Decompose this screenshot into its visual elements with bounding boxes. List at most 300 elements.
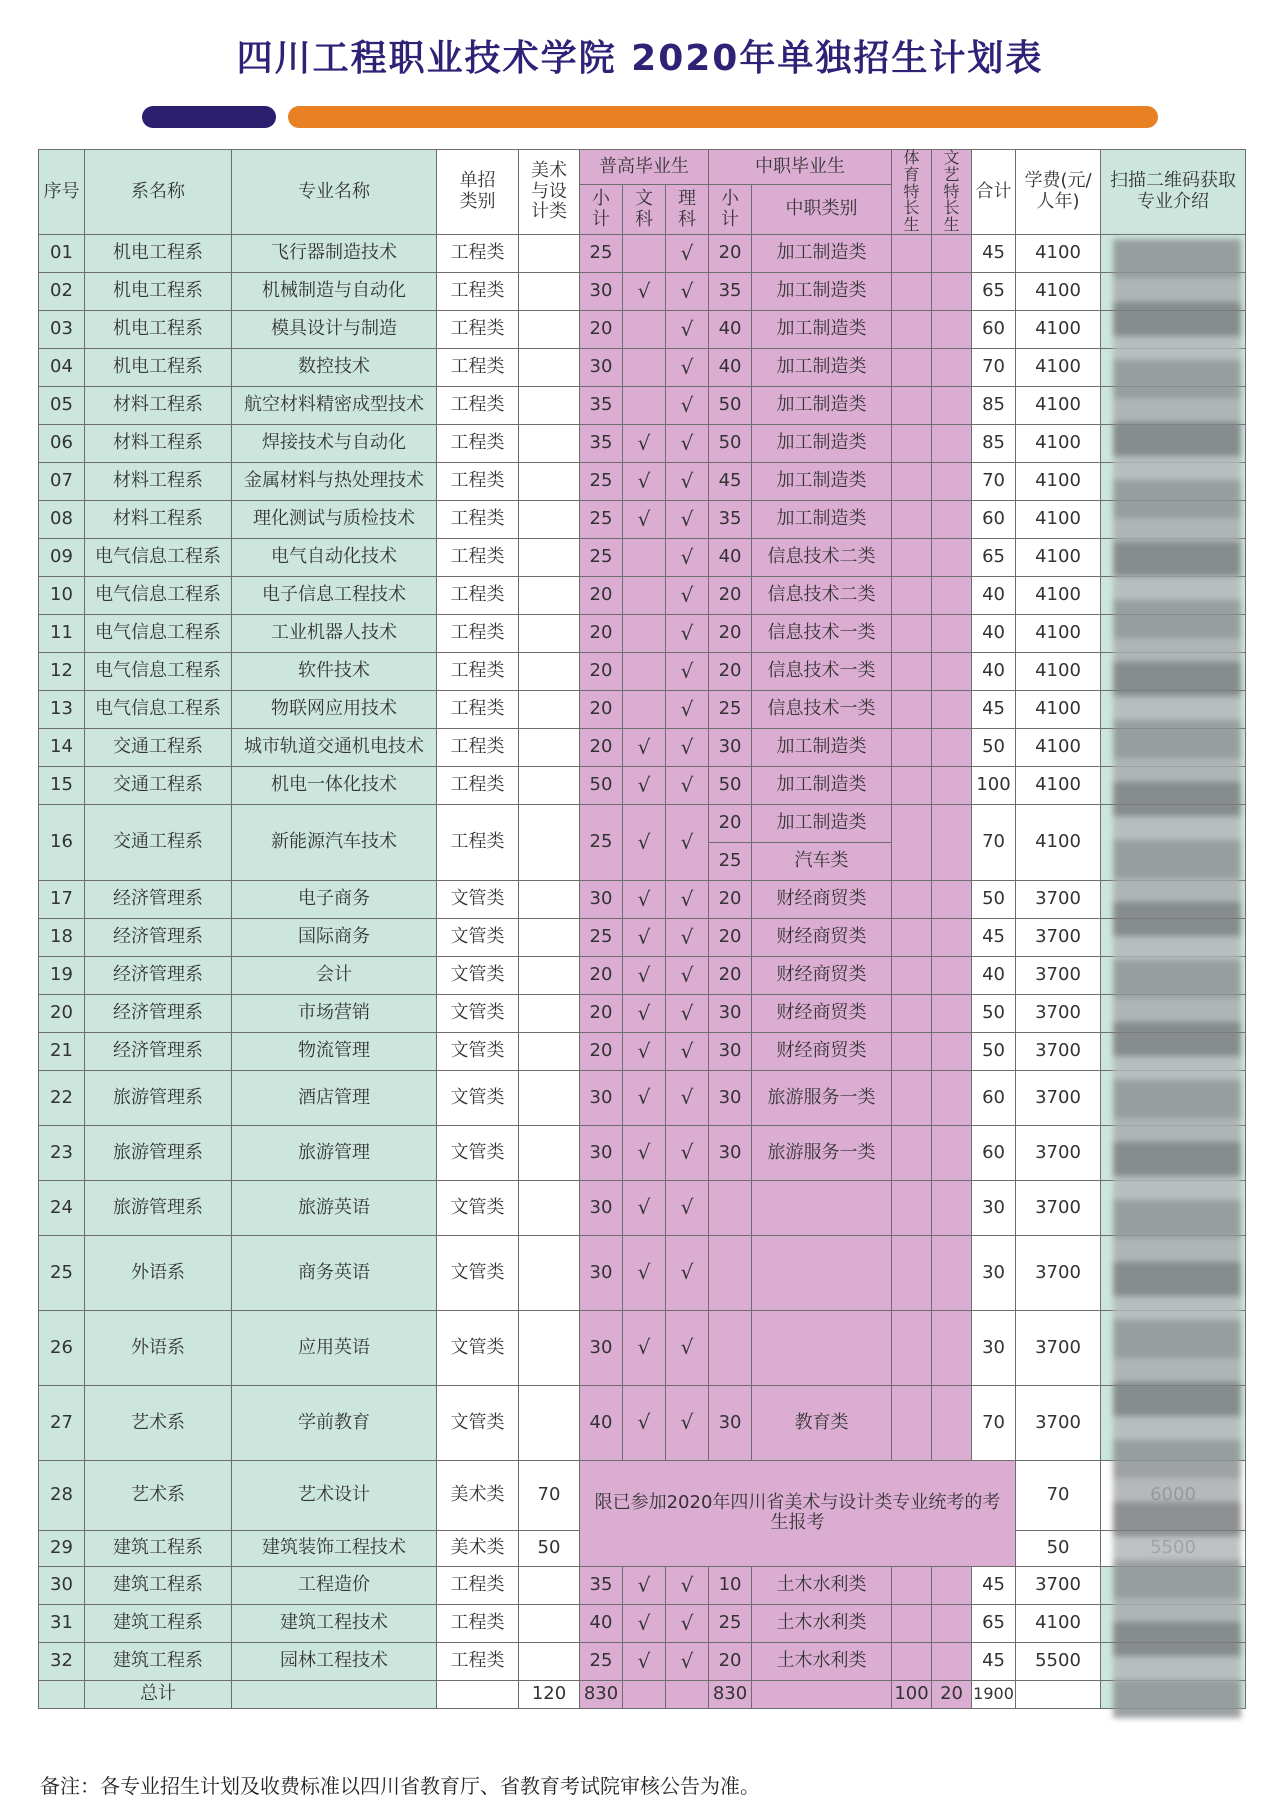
row-hs-science: √ (666, 766, 709, 804)
row-total: 70 (972, 804, 1016, 880)
row-vs-category (752, 1310, 892, 1385)
row-major: 城市轨道交通机电技术 (232, 728, 437, 766)
row-hs-subtotal: 20 (580, 1032, 623, 1070)
row-vs-subtotal: 30 (709, 1125, 752, 1180)
row-hs-liberal (623, 576, 666, 614)
row-sport (892, 956, 932, 994)
row-hs-subtotal: 35 (580, 1566, 623, 1604)
row-hs-liberal: √ (623, 728, 666, 766)
row-sport (892, 386, 932, 424)
row-number: 31 (39, 1604, 85, 1642)
table-row (39, 1310, 1246, 1385)
row-vs-subtotal: 50 (709, 424, 752, 462)
row-vs-category: 信息技术一类 (752, 652, 892, 690)
row-vs-category: 加工制造类 (752, 424, 892, 462)
row-hs-science: √ (666, 576, 709, 614)
row-vs-subtotal: 20 (709, 652, 752, 690)
row-hs-liberal: √ (623, 880, 666, 918)
row-total: 45 (972, 1566, 1016, 1604)
row-vs-category: 财经商贸类 (752, 880, 892, 918)
row-total: 100 (972, 766, 1016, 804)
row-hs-subtotal: 50 (580, 766, 623, 804)
row-dept: 交通工程系 (85, 766, 232, 804)
table-row (39, 690, 1246, 728)
row-dept: 机电工程系 (85, 310, 232, 348)
row-arts (932, 462, 972, 500)
row-hs-subtotal: 30 (580, 1235, 623, 1310)
row-arts (932, 1032, 972, 1070)
row-hs-liberal (623, 310, 666, 348)
row-total: 70 (972, 1385, 1016, 1460)
row-vs-category: 加工制造类 (752, 804, 892, 842)
row-vs-category: 财经商贸类 (752, 994, 892, 1032)
row-vs-subtotal: 50 (709, 766, 752, 804)
row-total: 50 (1016, 1530, 1101, 1566)
row-dept: 经济管理系 (85, 994, 232, 1032)
header-highschool: 普高毕业生 (580, 150, 709, 185)
row-arts (932, 690, 972, 728)
row-art (519, 804, 580, 880)
row-vs-subtotal: 20 (709, 880, 752, 918)
row-number: 16 (39, 804, 85, 880)
row-hs-liberal: √ (623, 1604, 666, 1642)
row-fee: 4100 (1016, 462, 1101, 500)
totals-total: 1900 (972, 1680, 1016, 1708)
row-fee: 3700 (1016, 1070, 1101, 1125)
row-hs-subtotal: 20 (580, 614, 623, 652)
row-sport (892, 1070, 932, 1125)
row-major: 旅游英语 (232, 1180, 437, 1235)
row-hs-science: √ (666, 462, 709, 500)
row-art (519, 614, 580, 652)
row-sport (892, 1642, 932, 1680)
header-seq: 序号 (39, 150, 85, 235)
row-category: 文管类 (437, 1310, 519, 1385)
table-row (39, 614, 1246, 652)
row-category: 工程类 (437, 576, 519, 614)
row-major: 软件技术 (232, 652, 437, 690)
row-vs-subtotal: 30 (709, 1032, 752, 1070)
row-total: 60 (972, 1070, 1016, 1125)
row-vs-subtotal: 30 (709, 728, 752, 766)
row-hs-science: √ (666, 880, 709, 918)
row-vs-category: 财经商贸类 (752, 918, 892, 956)
row-vs-subtotal: 25 (709, 842, 752, 880)
row-vs-category: 汽车类 (752, 842, 892, 880)
row-major: 航空材料精密成型技术 (232, 386, 437, 424)
row-art (519, 348, 580, 386)
row-total: 50 (972, 880, 1016, 918)
row-total: 30 (972, 1310, 1016, 1385)
row-hs-science: √ (666, 1032, 709, 1070)
row-category: 工程类 (437, 804, 519, 880)
row-hs-science: √ (666, 1235, 709, 1310)
row-major: 电子信息工程技术 (232, 576, 437, 614)
row-arts (932, 1180, 972, 1235)
row-sport (892, 538, 932, 576)
table-row (39, 994, 1246, 1032)
row-art (519, 918, 580, 956)
row-arts (932, 1235, 972, 1310)
row-dept: 旅游管理系 (85, 1180, 232, 1235)
row-vs-category: 信息技术一类 (752, 690, 892, 728)
row-number: 22 (39, 1070, 85, 1125)
row-category: 文管类 (437, 918, 519, 956)
row-major: 电气自动化技术 (232, 538, 437, 576)
row-vs-subtotal: 35 (709, 500, 752, 538)
row-total: 45 (972, 234, 1016, 272)
table-row (39, 424, 1246, 462)
row-hs-subtotal: 25 (580, 804, 623, 880)
row-vs-subtotal (709, 1180, 752, 1235)
decorative-bar-navy (142, 106, 276, 128)
row-art (519, 1070, 580, 1125)
row-hs-science: √ (666, 1642, 709, 1680)
table-row (39, 576, 1246, 614)
row-number: 04 (39, 348, 85, 386)
row-total: 40 (972, 614, 1016, 652)
row-arts (932, 1385, 972, 1460)
row-major: 工业机器人技术 (232, 614, 437, 652)
row-fee: 4100 (1016, 310, 1101, 348)
row-arts (932, 500, 972, 538)
row-vs-category: 加工制造类 (752, 348, 892, 386)
row-fee: 3700 (1016, 1235, 1101, 1310)
row-hs-subtotal: 35 (580, 424, 623, 462)
row-hs-science: √ (666, 652, 709, 690)
row-total: 40 (972, 652, 1016, 690)
totals-arts: 20 (932, 1680, 972, 1708)
row-number: 29 (39, 1530, 85, 1566)
row-arts (932, 918, 972, 956)
row-hs-subtotal: 20 (580, 310, 623, 348)
row-vs-category: 土木水利类 (752, 1566, 892, 1604)
row-vs-subtotal (709, 1310, 752, 1385)
row-art (519, 1604, 580, 1642)
row-major: 工程造价 (232, 1566, 437, 1604)
row-dept: 材料工程系 (85, 424, 232, 462)
row-hs-science: √ (666, 1604, 709, 1642)
row-sport (892, 728, 932, 766)
totals-blank (437, 1680, 519, 1708)
row-major: 应用英语 (232, 1310, 437, 1385)
row-number: 14 (39, 728, 85, 766)
header-vs-category: 中职类别 (752, 185, 892, 235)
footer-note: 备注：各专业招生计划及收费标准以四川省教育厅、省教育考试院审核公告为准。 (40, 1774, 760, 1798)
row-number: 24 (39, 1180, 85, 1235)
row-major: 机电一体化技术 (232, 766, 437, 804)
row-category: 文管类 (437, 1180, 519, 1235)
table-row (39, 500, 1246, 538)
blurred-qr-codes (1113, 238, 1241, 1718)
row-major: 焊接技术与自动化 (232, 424, 437, 462)
row-category: 工程类 (437, 614, 519, 652)
row-arts (932, 1070, 972, 1125)
row-major: 学前教育 (232, 1385, 437, 1460)
row-total: 70 (972, 462, 1016, 500)
table-row (39, 1125, 1246, 1180)
row-hs-liberal: √ (623, 804, 666, 880)
row-hs-subtotal: 25 (580, 918, 623, 956)
table-row (39, 652, 1246, 690)
row-hs-subtotal: 30 (580, 1180, 623, 1235)
table-row (39, 728, 1246, 766)
header-sport: 体育特长生 (892, 150, 932, 235)
row-dept: 交通工程系 (85, 728, 232, 766)
row-dept: 建筑工程系 (85, 1566, 232, 1604)
row-number: 27 (39, 1385, 85, 1460)
row-hs-liberal: √ (623, 956, 666, 994)
row-category: 工程类 (437, 538, 519, 576)
row-art (519, 1235, 580, 1310)
row-number: 05 (39, 386, 85, 424)
row-number: 17 (39, 880, 85, 918)
row-number: 03 (39, 310, 85, 348)
row-sport (892, 576, 932, 614)
row-sport (892, 994, 932, 1032)
row-total: 50 (972, 728, 1016, 766)
table-row (39, 310, 1246, 348)
row-major: 数控技术 (232, 348, 437, 386)
row-hs-science: √ (666, 994, 709, 1032)
row-vs-category: 土木水利类 (752, 1604, 892, 1642)
row-arts (932, 424, 972, 462)
totals-row (39, 1680, 1246, 1708)
row-category: 美术类 (437, 1460, 519, 1530)
row-vs-category: 加工制造类 (752, 500, 892, 538)
row-art (519, 1642, 580, 1680)
row-number: 18 (39, 918, 85, 956)
row-dept: 电气信息工程系 (85, 690, 232, 728)
table-row (39, 234, 1246, 272)
header-arts: 文艺特长生 (932, 150, 972, 235)
row-sport (892, 234, 932, 272)
row-hs-science: √ (666, 690, 709, 728)
row-vs-category (752, 1180, 892, 1235)
row-total: 60 (972, 310, 1016, 348)
row-vs-subtotal: 25 (709, 1604, 752, 1642)
row-vs-subtotal: 35 (709, 272, 752, 310)
decorative-bar-orange (288, 106, 1158, 128)
row-vs-subtotal: 40 (709, 348, 752, 386)
row-arts (932, 310, 972, 348)
row-arts (932, 956, 972, 994)
row-number: 15 (39, 766, 85, 804)
row-major: 飞行器制造技术 (232, 234, 437, 272)
row-hs-liberal (623, 234, 666, 272)
row-dept: 材料工程系 (85, 386, 232, 424)
row-total: 30 (972, 1235, 1016, 1310)
row-dept: 艺术系 (85, 1385, 232, 1460)
row-vs-category: 旅游服务一类 (752, 1070, 892, 1125)
row-vs-category: 加工制造类 (752, 386, 892, 424)
row-arts (932, 538, 972, 576)
row-hs-liberal: √ (623, 766, 666, 804)
row-number: 20 (39, 994, 85, 1032)
row-category: 工程类 (437, 348, 519, 386)
totals-art: 120 (519, 1680, 580, 1708)
row-art (519, 576, 580, 614)
row-art (519, 1385, 580, 1460)
row-arts (932, 1604, 972, 1642)
row-hs-science: √ (666, 614, 709, 652)
row-category: 文管类 (437, 1070, 519, 1125)
row-hs-subtotal: 20 (580, 690, 623, 728)
row-hs-subtotal: 20 (580, 652, 623, 690)
row-sport (892, 918, 932, 956)
row-vs-subtotal (709, 1235, 752, 1310)
row-art (519, 652, 580, 690)
row-dept: 机电工程系 (85, 272, 232, 310)
row-art (519, 500, 580, 538)
row-fee: 4100 (1016, 728, 1101, 766)
totals-label: 总计 (85, 1680, 232, 1708)
row-vs-category: 财经商贸类 (752, 1032, 892, 1070)
row-fee: 4100 (1016, 424, 1101, 462)
row-number: 06 (39, 424, 85, 462)
row-category: 工程类 (437, 690, 519, 728)
row-hs-liberal (623, 614, 666, 652)
row-vs-subtotal: 20 (709, 804, 752, 842)
row-vs-category: 教育类 (752, 1385, 892, 1460)
art-restriction-note: 限已参加2020年四川省美术与设计类专业统考的考生报考 (580, 1460, 1016, 1566)
row-fee: 3700 (1016, 918, 1101, 956)
row-fee: 4100 (1016, 348, 1101, 386)
row-arts (932, 386, 972, 424)
row-hs-liberal: √ (623, 1642, 666, 1680)
row-vs-subtotal: 40 (709, 538, 752, 576)
row-hs-liberal: √ (623, 1070, 666, 1125)
row-vs-category (752, 1235, 892, 1310)
row-number: 30 (39, 1566, 85, 1604)
row-category: 工程类 (437, 310, 519, 348)
row-dept: 建筑工程系 (85, 1604, 232, 1642)
row-number: 10 (39, 576, 85, 614)
row-hs-liberal: √ (623, 1125, 666, 1180)
row-total: 30 (972, 1180, 1016, 1235)
row-fee: 4100 (1016, 766, 1101, 804)
row-hs-science: √ (666, 1125, 709, 1180)
row-hs-subtotal: 30 (580, 1310, 623, 1385)
header-vs-subtotal: 小计 (709, 185, 752, 235)
row-category: 工程类 (437, 386, 519, 424)
row-number: 28 (39, 1460, 85, 1530)
row-art (519, 728, 580, 766)
row-hs-science: √ (666, 1385, 709, 1460)
row-number: 26 (39, 1310, 85, 1385)
row-hs-liberal: √ (623, 1180, 666, 1235)
row-vs-subtotal: 40 (709, 310, 752, 348)
row-fee: 4100 (1016, 386, 1101, 424)
row-major: 园林工程技术 (232, 1642, 437, 1680)
row-dept: 机电工程系 (85, 234, 232, 272)
row-art (519, 1032, 580, 1070)
row-dept: 建筑工程系 (85, 1642, 232, 1680)
row-hs-subtotal: 25 (580, 234, 623, 272)
row-total: 45 (972, 690, 1016, 728)
row-number: 08 (39, 500, 85, 538)
row-number: 32 (39, 1642, 85, 1680)
row-vs-subtotal: 20 (709, 956, 752, 994)
row-hs-science: √ (666, 1566, 709, 1604)
row-hs-liberal (623, 690, 666, 728)
row-number: 25 (39, 1235, 85, 1310)
row-sport (892, 1385, 932, 1460)
table-row (39, 538, 1246, 576)
row-number: 13 (39, 690, 85, 728)
row-hs-subtotal: 25 (580, 1642, 623, 1680)
row-major: 新能源汽车技术 (232, 804, 437, 880)
row-major: 建筑装饰工程技术 (232, 1530, 437, 1566)
row-vs-category: 土木水利类 (752, 1642, 892, 1680)
row-fee: 3700 (1016, 1032, 1101, 1070)
row-category: 文管类 (437, 994, 519, 1032)
row-hs-science: √ (666, 538, 709, 576)
row-dept: 经济管理系 (85, 918, 232, 956)
row-hs-liberal (623, 348, 666, 386)
row-total: 65 (972, 538, 1016, 576)
row-fee: 4100 (1016, 690, 1101, 728)
row-hs-science: √ (666, 804, 709, 880)
row-hs-liberal: √ (623, 994, 666, 1032)
row-total: 60 (972, 1125, 1016, 1180)
row-major: 物流管理 (232, 1032, 437, 1070)
row-sport (892, 1235, 932, 1310)
header-category: 单招类别 (437, 150, 519, 235)
row-category: 工程类 (437, 500, 519, 538)
row-major: 会计 (232, 956, 437, 994)
row-number: 01 (39, 234, 85, 272)
row-hs-liberal (623, 538, 666, 576)
row-hs-science: √ (666, 272, 709, 310)
table-row (39, 1235, 1246, 1310)
row-category: 工程类 (437, 1642, 519, 1680)
row-category: 工程类 (437, 1604, 519, 1642)
row-fee: 3700 (1016, 880, 1101, 918)
row-vs-subtotal: 20 (709, 576, 752, 614)
row-hs-science: √ (666, 1310, 709, 1385)
row-hs-liberal: √ (623, 1032, 666, 1070)
row-category: 工程类 (437, 766, 519, 804)
row-sport (892, 1032, 932, 1070)
header-hs-liberal: 文科 (623, 185, 666, 235)
table-row (39, 462, 1246, 500)
row-art (519, 766, 580, 804)
row-category: 工程类 (437, 234, 519, 272)
row-art: 70 (519, 1460, 580, 1530)
row-total: 85 (972, 424, 1016, 462)
row-category: 文管类 (437, 1125, 519, 1180)
row-vs-subtotal: 45 (709, 462, 752, 500)
row-number: 11 (39, 614, 85, 652)
row-vs-subtotal: 20 (709, 1642, 752, 1680)
row-sport (892, 348, 932, 386)
row-category: 文管类 (437, 1235, 519, 1310)
row-art (519, 234, 580, 272)
row-dept: 艺术系 (85, 1460, 232, 1530)
row-fee: 3700 (1016, 1125, 1101, 1180)
row-art (519, 880, 580, 918)
table-row (39, 1180, 1246, 1235)
table-row (39, 1642, 1246, 1680)
row-sport (892, 614, 932, 652)
row-art (519, 462, 580, 500)
row-arts (932, 576, 972, 614)
row-dept: 材料工程系 (85, 500, 232, 538)
totals-sport: 100 (892, 1680, 932, 1708)
row-hs-subtotal: 40 (580, 1604, 623, 1642)
row-total: 70 (1016, 1460, 1101, 1530)
